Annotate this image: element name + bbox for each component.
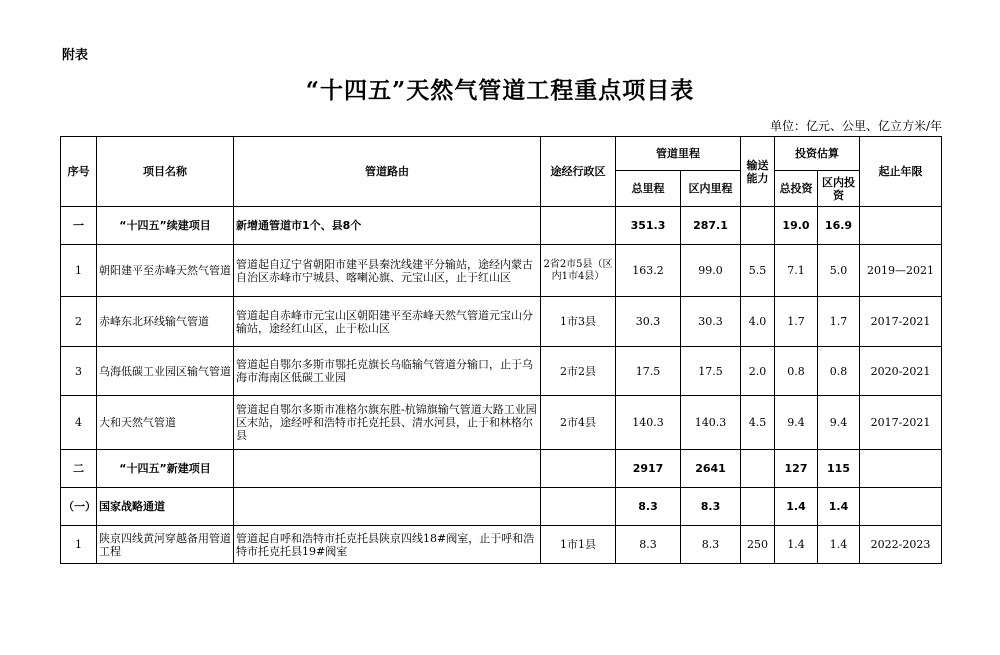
header-seq: 序号	[61, 137, 97, 207]
cell-route: 新增通管道市1个、县8个	[234, 207, 541, 245]
cell-route: 管道起自鄂尔多斯市准格尔旗东胜-杭锦旗输气管道大路工业园区末站，途经呼和浩特市托克托县、清水河县，止于和林格尔县	[234, 396, 541, 450]
cell-total-mileage: 2917	[616, 450, 681, 488]
header-name: 项目名称	[97, 137, 234, 207]
cell-total-invest: 7.1	[775, 245, 818, 297]
cell-inner-invest: 5.0	[818, 245, 860, 297]
annex-label: 附表	[62, 48, 89, 63]
header-capacity: 输送能力	[741, 137, 775, 207]
cell-name: 赤峰东北环线输气管道	[97, 297, 234, 347]
unit-note: 单位：亿元、公里、亿立方米/年	[769, 119, 942, 133]
cell-seq: 一	[61, 207, 97, 245]
cell-capacity: 250	[741, 526, 775, 564]
cell-total-mileage: 30.3	[616, 297, 681, 347]
cell-route	[234, 450, 541, 488]
table-row	[61, 347, 942, 396]
table-row	[61, 297, 942, 347]
cell-name: 乌海低碳工业园区输气管道	[97, 347, 234, 396]
cell-total-invest: 0.8	[775, 347, 818, 396]
cell-total-invest: 127	[775, 450, 818, 488]
cell-name: 大和天然气管道	[97, 396, 234, 450]
cell-inner-mileage: 140.3	[681, 396, 741, 450]
header-total-invest: 总投资	[775, 171, 818, 207]
cell-total-invest: 9.4	[775, 396, 818, 450]
cell-inner-mileage: 17.5	[681, 347, 741, 396]
table-row	[61, 245, 942, 297]
cell-seq: 3	[61, 347, 97, 396]
cell-total-invest: 1.7	[775, 297, 818, 347]
header-region: 途经行政区	[541, 137, 616, 207]
cell-route: 管道起自辽宁省朝阳市建平县秦沈线建平分输站，途经内蒙古自治区赤峰市宁城县、喀喇沁旗、元宝山区，止于红山区	[234, 245, 541, 297]
cell-period: 2017-2021	[860, 297, 942, 347]
header-investment: 投资估算	[775, 137, 860, 171]
cell-period: 2017-2021	[860, 396, 942, 450]
cell-inner-invest: 115	[818, 450, 860, 488]
table-row	[61, 488, 942, 526]
cell-capacity	[741, 450, 775, 488]
cell-inner-mileage: 287.1	[681, 207, 741, 245]
cell-period	[860, 207, 942, 245]
cell-inner-invest: 1.4	[818, 488, 860, 526]
cell-inner-mileage: 30.3	[681, 297, 741, 347]
cell-total-mileage: 140.3	[616, 396, 681, 450]
cell-region: 1市3县	[541, 297, 616, 347]
cell-route: 管道起自鄂尔多斯市鄂托克旗长乌临输气管道分输口，止于乌海市海南区低碳工业园	[234, 347, 541, 396]
cell-name: 陕京四线黄河穿越备用管道工程	[97, 526, 234, 564]
table-row	[61, 526, 942, 564]
cell-capacity	[741, 488, 775, 526]
cell-capacity: 4.0	[741, 297, 775, 347]
header-row-1	[61, 137, 942, 171]
cell-total-mileage: 17.5	[616, 347, 681, 396]
cell-capacity: 2.0	[741, 347, 775, 396]
cell-route: 管道起自呼和浩特市托克托县陕京四线18#阀室，止于呼和浩特市托克托县19#阀室	[234, 526, 541, 564]
cell-region	[541, 488, 616, 526]
cell-inner-invest: 0.8	[818, 347, 860, 396]
header-inner-invest: 区内投资	[818, 171, 860, 207]
cell-capacity: 5.5	[741, 245, 775, 297]
cell-seq: （一）	[61, 488, 97, 526]
cell-inner-invest: 1.4	[818, 526, 860, 564]
cell-total-mileage: 163.2	[616, 245, 681, 297]
cell-total-invest: 1.4	[775, 488, 818, 526]
cell-name: “十四五”新建项目	[97, 450, 234, 488]
cell-period: 2019—2021	[860, 245, 942, 297]
cell-period: 2020-2021	[860, 347, 942, 396]
cell-period	[860, 488, 942, 526]
cell-region	[541, 450, 616, 488]
cell-period	[860, 450, 942, 488]
cell-region: 1市1县	[541, 526, 616, 564]
header-route: 管道路由	[234, 137, 541, 207]
cell-seq: 二	[61, 450, 97, 488]
cell-inner-mileage: 2641	[681, 450, 741, 488]
cell-inner-mileage: 8.3	[681, 488, 741, 526]
cell-name: “十四五”续建项目	[97, 207, 234, 245]
table-row	[61, 450, 942, 488]
cell-total-mileage: 351.3	[616, 207, 681, 245]
cell-seq: 1	[61, 245, 97, 297]
cell-seq: 1	[61, 526, 97, 564]
cell-region: 2市4县	[541, 396, 616, 450]
cell-inner-invest: 9.4	[818, 396, 860, 450]
table-row	[61, 396, 942, 450]
cell-inner-invest: 16.9	[818, 207, 860, 245]
header-mileage: 管道里程	[616, 137, 741, 171]
header-total-mileage: 总里程	[616, 171, 681, 207]
cell-total-mileage: 8.3	[616, 488, 681, 526]
cell-route	[234, 488, 541, 526]
document-title: “十四五”天然气管道工程重点项目表	[305, 77, 695, 104]
cell-seq: 2	[61, 297, 97, 347]
cell-total-mileage: 8.3	[616, 526, 681, 564]
cell-name: 国家战略通道	[97, 488, 234, 526]
table-row	[61, 207, 942, 245]
cell-total-invest: 1.4	[775, 526, 818, 564]
cell-capacity	[741, 207, 775, 245]
cell-seq: 4	[61, 396, 97, 450]
cell-inner-invest: 1.7	[818, 297, 860, 347]
cell-total-invest: 19.0	[775, 207, 818, 245]
cell-capacity: 4.5	[741, 396, 775, 450]
cell-region	[541, 207, 616, 245]
cell-period: 2022-2023	[860, 526, 942, 564]
cell-route: 管道起自赤峰市元宝山区朝阳建平至赤峰天然气管道元宝山分输站，途经红山区，止于松山区	[234, 297, 541, 347]
header-period: 起止年限	[860, 137, 942, 207]
cell-region: 2省2市5县（区内1市4县）	[541, 245, 616, 297]
header-inner-mileage: 区内里程	[681, 171, 741, 207]
cell-inner-mileage: 99.0	[681, 245, 741, 297]
cell-region: 2市2县	[541, 347, 616, 396]
cell-name: 朝阳建平至赤峰天然气管道	[97, 245, 234, 297]
cell-inner-mileage: 8.3	[681, 526, 741, 564]
project-table	[60, 136, 942, 564]
